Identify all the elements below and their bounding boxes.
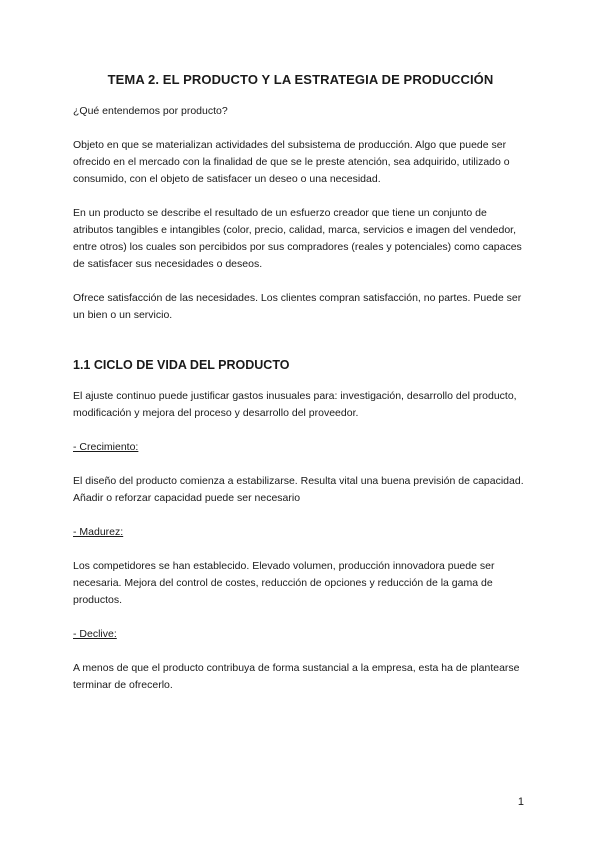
document-title: TEMA 2. EL PRODUCTO Y LA ESTRATEGIA DE PRODUCCIÓN [107,72,494,87]
page-content [73,72,528,711]
phase-text-decline: A menos de que el producto contribuya de forma sustancial a la empresa, esta ha de plantearse terminar de ofrecerlo. [73,662,520,691]
page-number: 1 [517,796,524,808]
section-heading: 1.1 CICLO DE VIDA DEL PRODUCTO [73,358,290,372]
attributes-paragraph: En un producto se describe el resultado de un esfuerzo creador que tiene un conjunto de atributos tangibles e intangibles (color, precio, calidad, marca, servicios e imagen del vendedor, entre otros) los cuales son percibidos por sus compradores (reales y potenciales) como capaces de satisfacer sus necesidades o deseos. [73,207,522,270]
satisfaction-paragraph: Ofrece satisfacción de las necesidades. Los clientes compran satisfacción, no partes. Puede ser un bien o un servicio. [73,292,522,321]
definition-paragraph: Objeto en que se materializan actividades del subsistema de producción. Algo que puede ser ofrecido en el mercado con la finalidad de que se le preste atención, sea adquirido, utilizado o consumido, con el objeto de satisfacer un deseo o una necesidad. [73,139,510,185]
phase-label-maturity: - Madurez: [73,526,124,538]
phase-text-maturity: Los competidores se han establecido. Elevado volumen, producción innovadora puede ser necesaria. Mejora del control de costes, reducción de opciones y reducción de la gama de productos. [73,560,495,606]
question-text: ¿Qué entendemos por producto? [73,105,228,117]
phase-text-growth: El diseño del producto comienza a estabilizarse. Resulta vital una buena previsión de capacidad. Añadir o reforzar capacidad puede ser necesario [73,475,524,504]
phase-label-growth: - Crecimiento: [73,441,139,453]
section-intro: El ajuste continuo puede justificar gastos inusuales para: investigación, desarrollo del producto, modificación y mejora del proceso y desarrollo del proveedor. [73,390,517,419]
phase-label-decline: - Declive: [73,628,117,640]
